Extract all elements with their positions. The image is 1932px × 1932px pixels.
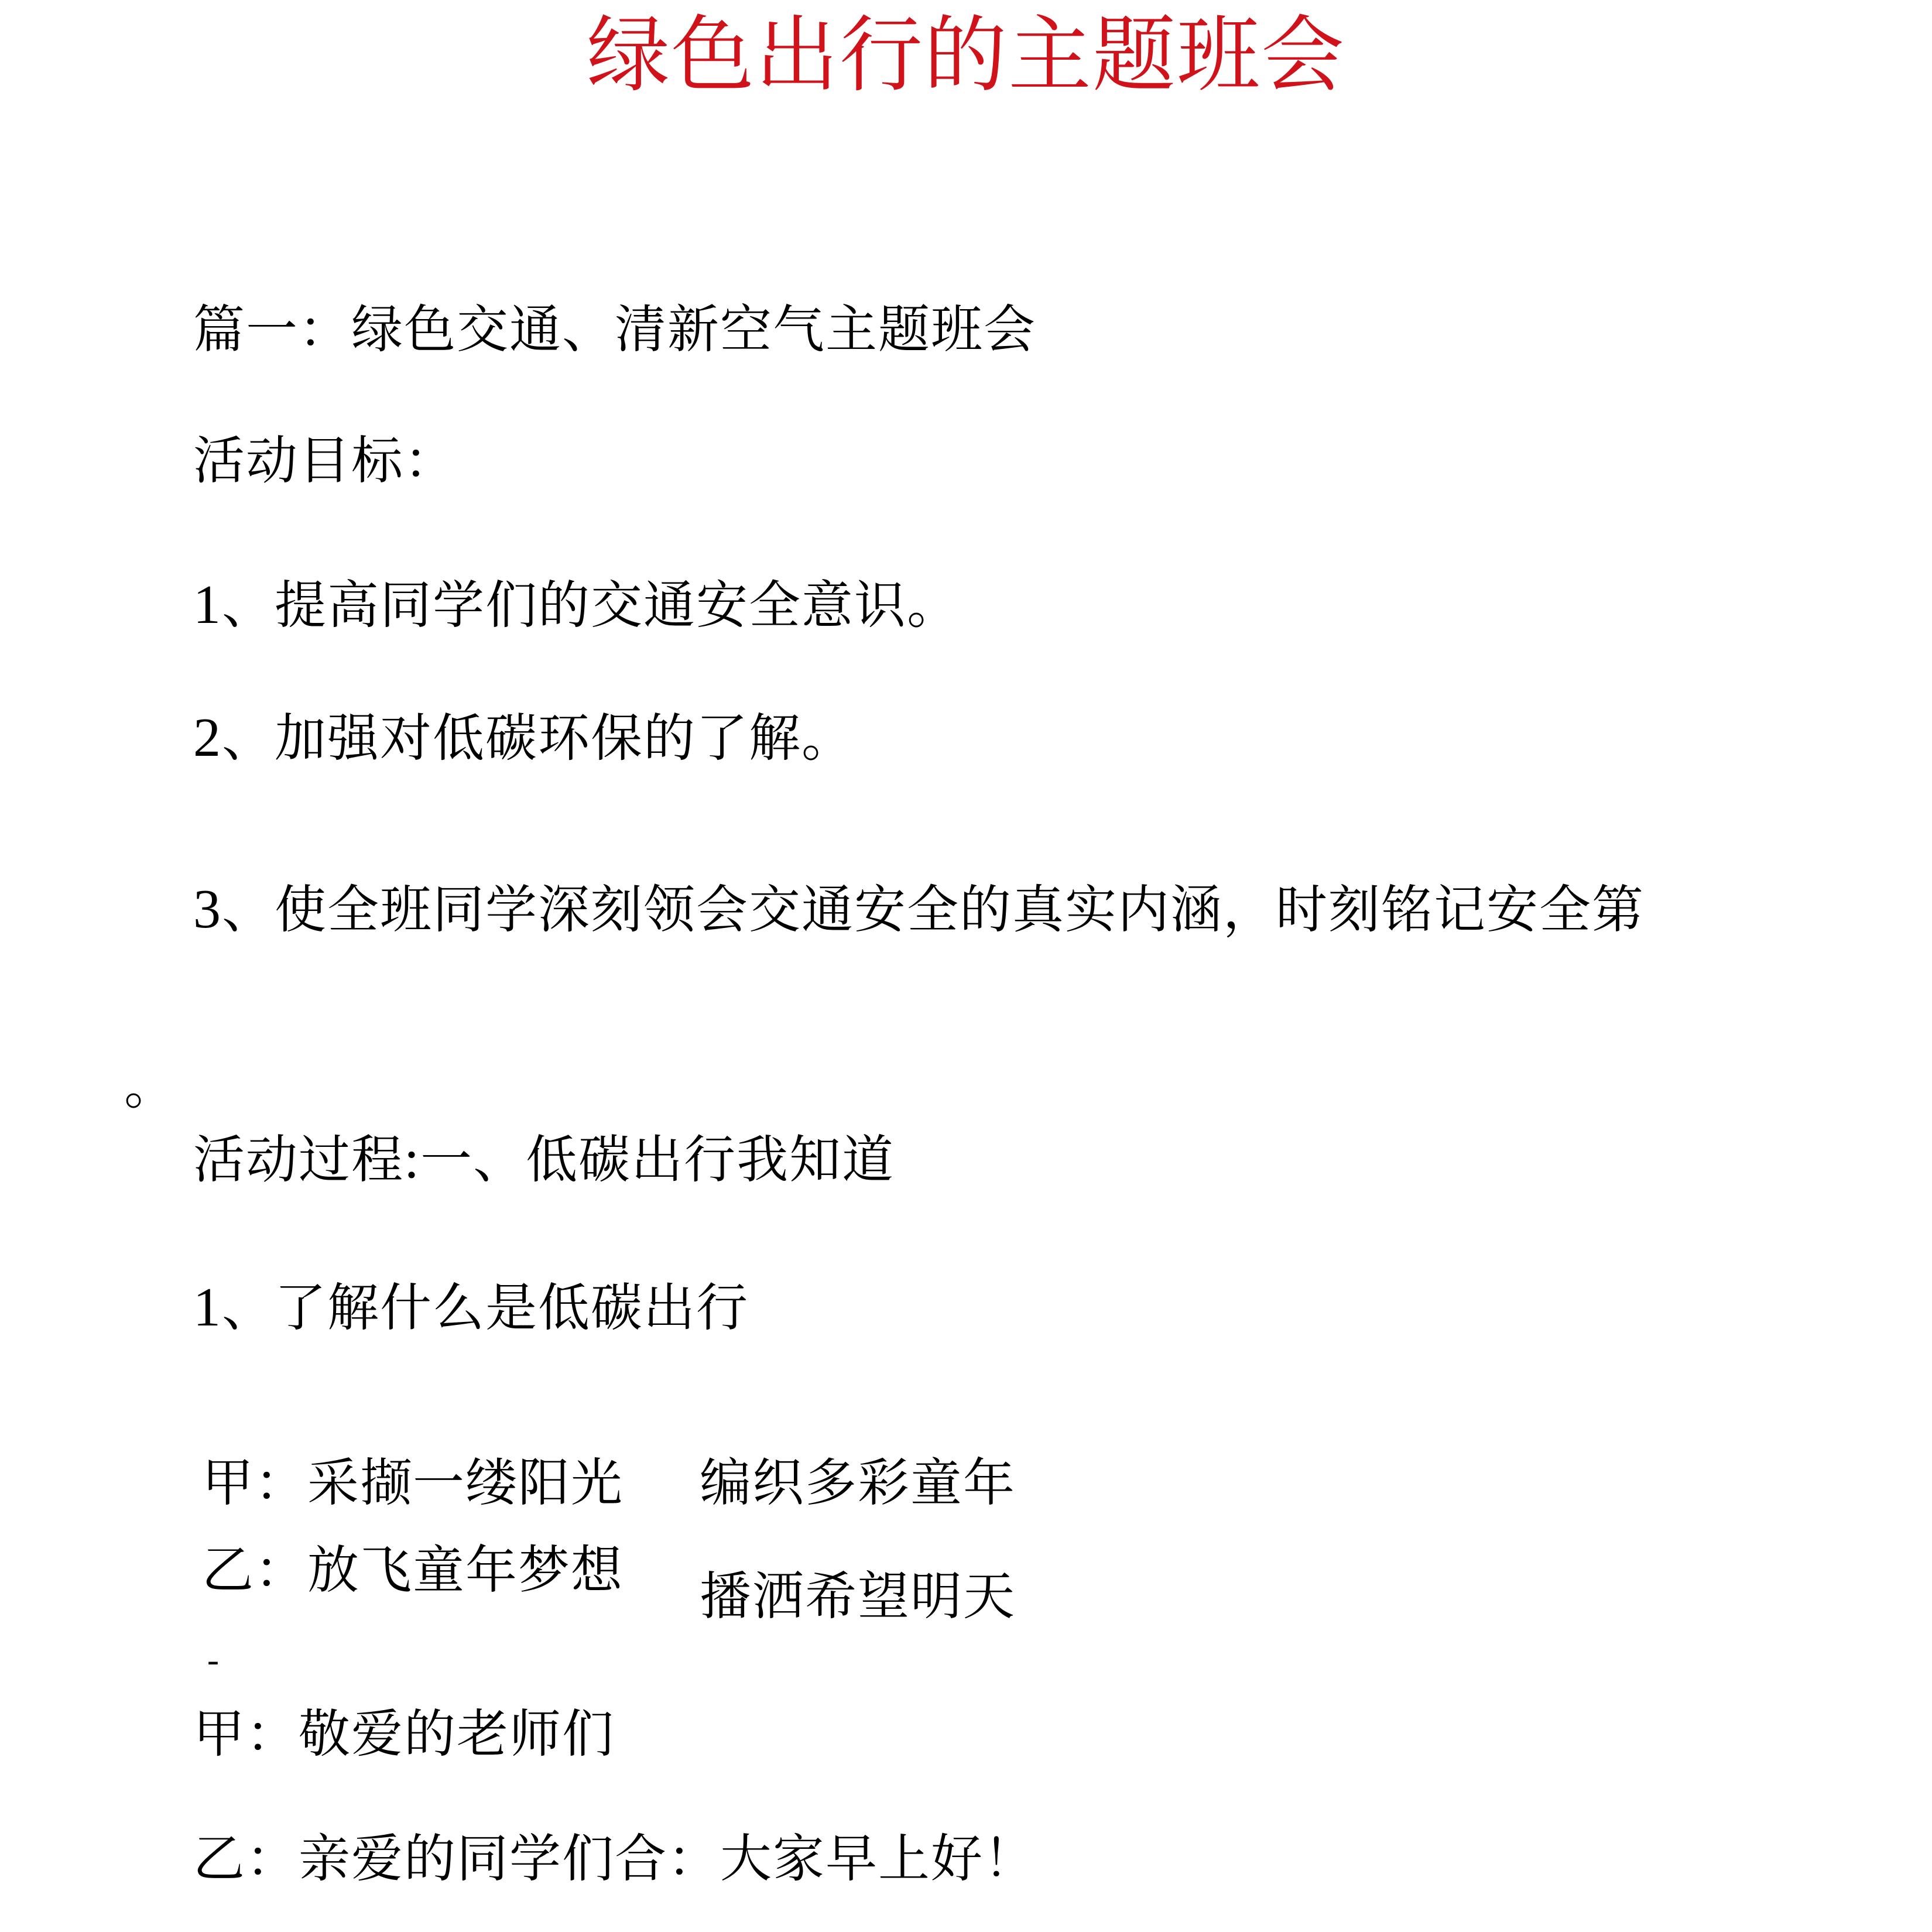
- dialogue-jia-1-left: 甲：采撷一缕阳光: [202, 1453, 624, 1513]
- goal-number: 1: [193, 574, 222, 635]
- process-colon: :: [404, 1129, 421, 1190]
- step-number: 1: [193, 1277, 222, 1338]
- dialogue-yi-1-left: 乙：放飞童年梦想: [202, 1540, 624, 1600]
- goal-text: 、加强对低碳环保的了解。: [222, 708, 855, 768]
- stray-period: 。: [124, 1056, 177, 1116]
- goal-text: 、提高同学们的交通安全意识。: [222, 575, 960, 635]
- dialogue-jia-2: 甲：敬爱的老师们: [193, 1704, 615, 1764]
- goal-item-1: [193, 573, 960, 638]
- goal-item-2: [193, 705, 854, 770]
- step-text: 、了解什么是低碳出行: [222, 1277, 749, 1338]
- process-heading: [193, 1127, 895, 1192]
- section-heading: 篇一：绿色交通、清新空气主题班会: [193, 299, 1037, 359]
- goal-number: 2: [193, 707, 222, 768]
- step-item-1: [193, 1275, 749, 1340]
- dialogue-jia-1-right: 编织多彩童年: [700, 1453, 1016, 1513]
- dialogue-yi-1-right: 播洒希望明天: [700, 1566, 1016, 1626]
- goal-number: 3: [193, 879, 222, 940]
- process-part: 一、低碳出行我知道: [420, 1129, 895, 1190]
- dialogue-dash: -: [207, 1640, 219, 1679]
- goal-text: 、使全班同学深刻领会交通安全的真实内涵，时刻铭记安全第: [222, 879, 1645, 940]
- document-title: 绿色出行的主题班会: [587, 7, 1345, 104]
- goals-label: 活动目标：: [193, 430, 457, 491]
- process-label: 活动过程: [193, 1129, 405, 1190]
- goal-item-3: [193, 877, 1645, 942]
- dialogue-yi-2: 乙：亲爱的同学们合：大家早上好！: [193, 1828, 1037, 1889]
